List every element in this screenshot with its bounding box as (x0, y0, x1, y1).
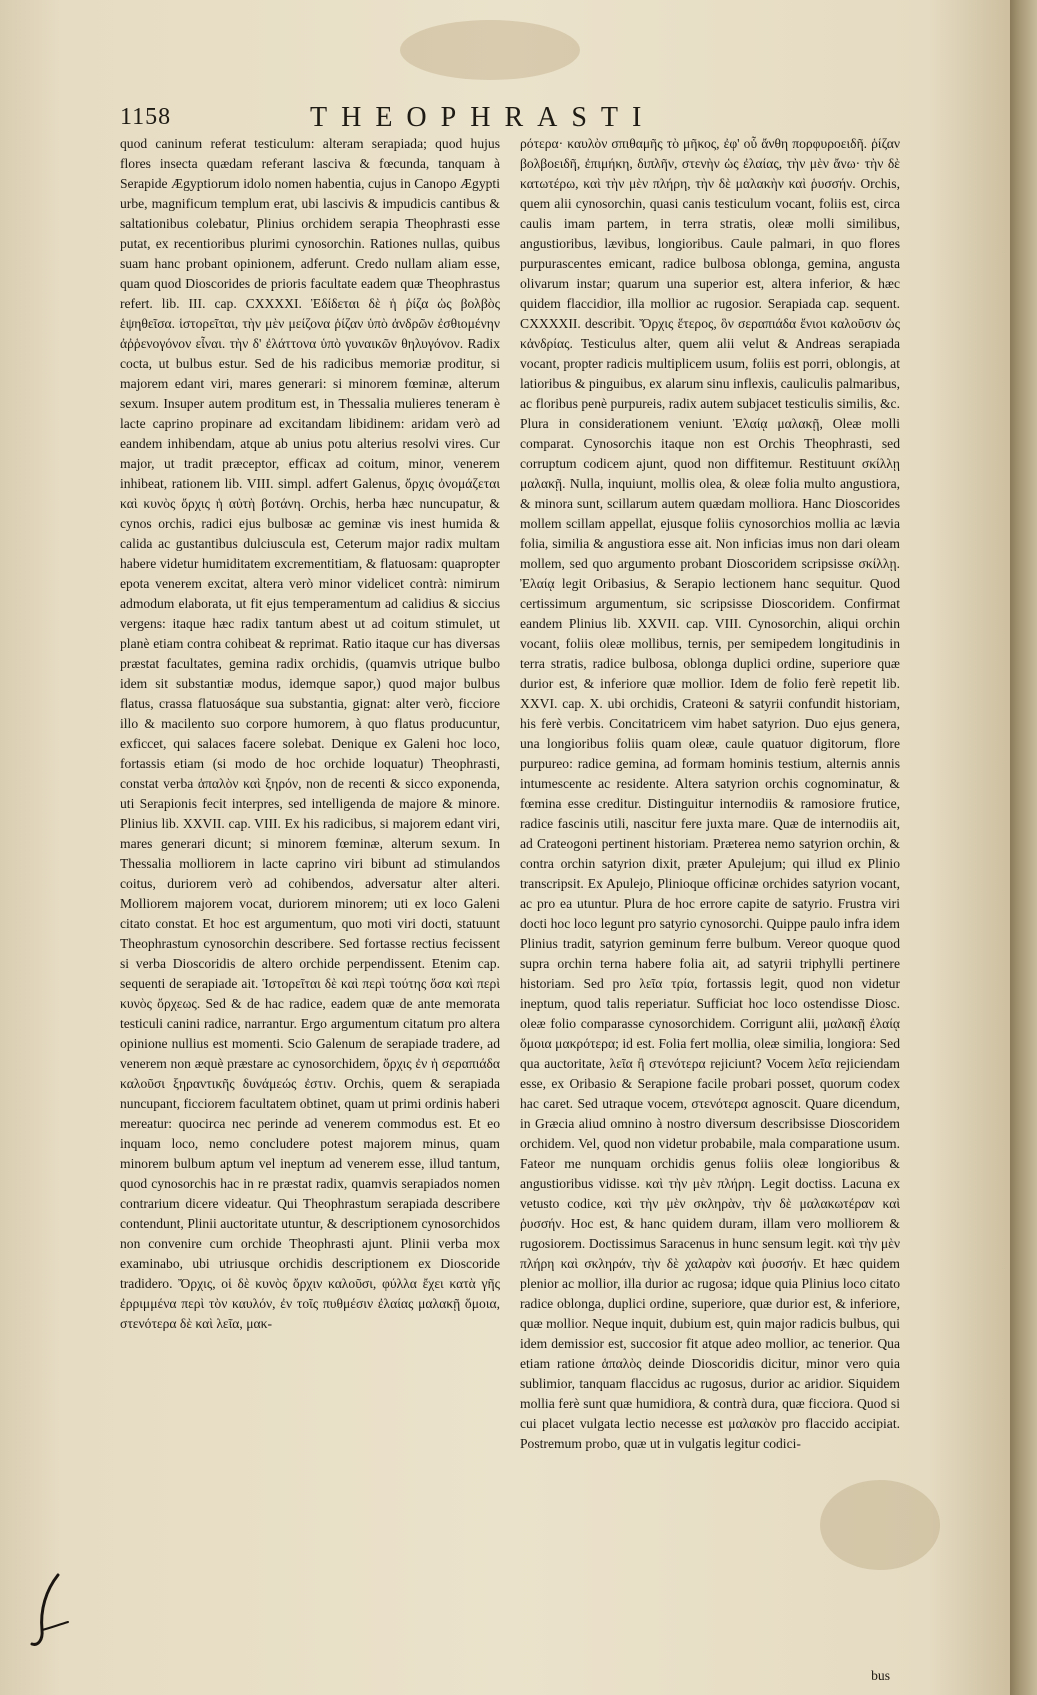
page-number: 1158 (120, 104, 172, 130)
right-column (520, 134, 900, 1454)
page-edge (1010, 0, 1037, 1695)
paper-stain (400, 20, 580, 80)
catchword: bus (871, 1668, 890, 1683)
paper-stain (820, 1480, 940, 1570)
right-column-text: ρότερα· καυλὸν σπιθαμῆς τὸ μῆκος, ἐφ' οὗ ἄνθη πορφυροειδῆ. ῥίζαν βολβοειδῆ, ἐπιμήκη, διπλῆν, στενὴν ὡς ἐλαίας, τὴν μὲν ἄνω· τὴν δὲ κατωτέρω, καὶ τὴν μὲν πλήρη, τὴν δὲ μαλακὴν καὶ ῥυσσήν. Orchis, quem alii cynosorchin, quasi canis testiculum vocant, foliis est, circa caulis imam partem, in terra stratis, oleæ molli similibus, angustioribus, lævibus, longioribus. Caule palmari, in quo flores purpurascentes emicant, radice bulbosa oblonga, gemina, angusta olivarum instar; quarum una superior est, altera inferior, & hæc quidem flaccidior, illa mollior ac rugosior. Serapiada cap. sequent. CXXXXII. describit. Ὄρχις ἕτερος, ὃν σεραπιάδα ἔνιοι καλοῦσιν ὡς κἀνδρίας. Testiculus alter, quem alii velut & Andreas serapiada vocant, propter radicis multiplicem usum, foliis est porri, oblongis, at latioribus & pinguibus, ex alarum sinu inflexis, cauliculis palmaribus, ac floribus penè purpureis, radix autem subjacet testiculis similis, &c. Plura in considerationem veniunt. Ἐλαίᾳ μαλακῇ, Oleæ molli comparat. Cynosorchis itaque non est Orchis Theophrasti, sed corruptum codicem ajunt, quod non diffitemur. Restituunt σκίλλῃ μαλακῇ. Nulla, inquiunt, mollis olea, & oleæ folia multo angustiora, & minora sunt, scillarum autem quædam molliora. Hanc Dioscorides mollem scillam appellat, ejusque foliis cynosorchios mollia ac lævia folia, similia & angustiora esse ait. Non inficias imus non dari oleam mollem, sed quo argumento probant Dioscoridem scripsisse σκίλλῃ. Ἐλαίᾳ legit Oribasius, & Serapio lectionem hanc sequitur. Quod certissimum argumentum, sic scripsisse Dioscoridem. Confirmat eandem Plinius lib. XXVII. cap. VIII. Cynosorchin, aliqui orchin vocant, foliis oleæ mollibus, ternis, per semipedem longitudinis in terra stratis, radice bulbosa, oblonga duplici ordine, superiore quæ durior est, & inferiore quæ mollior. Idem de folio ferè repetit lib. XXVI. cap. X. ubi orchidis, Crateoni & satyrii confundit historiam, his ferè verbis. Concitatricem vim habet satyrion. Duo ejus genera, una longioribus foliis quam oleæ, caule quatuor digitorum, flore purpureo: radice gemina, ad formam hominis testium, alternis annis intumescente ac residente. Altera satyrion orchis cognominatur, & fœmina esse creditur. Distinguitur internodiis & ramosiore frutice, radice fascinis utili, nascitur fere juxta mare. Quæ de internodiis ait, ad Crateogoni pertinent historiam. Præterea nemo satyrion orchin, & contra orchin satyrion dixit, præter Apulejum; qui illud ex Plinio transcripsit. Ex Apulejo, Plinioque officinæ orchides satyrion vocant, ac pro ea utuntur. Plura de hoc errore capite de satyrio. Frustra viri docti hoc loco legunt pro satyrio cynosorchi. Quippe paulo infra idem Plinius tradit, satyrion geminum ferre bulbum. Vereor quoque quod supra orchin terna habere folia ait, ad satyrii triphylli pertinere historiam. Sed pro λεῖα τρία, fortassis legit, quod non videtur ineptum, quod talis reperiatur. Sufficiat hoc loco ostendisse Diosc. oleæ folio comparasse cynosorchidem. Corrigunt alii, μαλακῇ ἐλαίᾳ ὅμοια μακρότερα; id est. Folia fert mollia, oleæ similia, longiora: Sed qua auctoritate, λεῖα ἢ στενότερα rejiciunt? Vocem λεῖα rejiciendam esse, ex Oribasio & Serapione facile probari posset, quorum codex hac caret. Sed utraque vocem, στενότερα agnoscit. Quare dicendum, in Græcia aliud omnino à nostro diversum describsisse Dioscoridem orchidem. Vel, quod non videtur probabile, mala comparatione usum. Fateor me nunquam orchidis genus foliis oleæ longioribus & angustioribus vidisse. καὶ τὴν μὲν πλήρη. Legit doctiss. Lacuna ex vetusto codice, καὶ τὴν μὲν σκληρὰν, τὴν δὲ μαλακωτέραν καὶ ῥυσσήν. Hoc est, & hanc quidem duram, illam vero molliorem & rugosiorem. Doctissimus Saracenus in hunc sensum legit. καὶ τὴν μὲν πλήρη καὶ σκληράν, τὴν δὲ χαλαρὰν καὶ ῥυσσήν. Et hæc quidem plenior ac mollior, illa durior ac rugosa; idque quia Plinius loco citato radice oblonga, duplici ordine, superiore, quæ durior est, & inferiore, quæ mollior. Neque inquit, dubium est, quin major radicis bulbus, qui idem demissior est, succosior fit atque adeo mollior, ac tenerior. Qua etiam ratione ἁπαλὸς deinde Dioscoridis dicitur, minor vero quia sublimior, tanquam flaccidus ac rugosus, durior ac aridior. Siquidem mollia ferè sunt quæ humidiora, & contrà dura, quæ ficciora. Quod si cui placet vulgata lectio necesse est μαλακὸν pro flaccido accipiat. Postremum probo, quæ ut in vulgatis legitur codici- (520, 136, 900, 1451)
left-column (120, 134, 500, 1334)
left-column-text: quod caninum referat testiculum: alteram serapiada; quod hujus flores insecta quædam referant lasciva & fœcunda, tanquam à Serapide Ægyptiorum idolo nomen habentia, cujus in Canopo Ægypti urbe, magnificum templum erat, ubi lascivis & impudicis cantibus & saltationibus colebatur, Plinius orchidem serapia Theophrasti esse putat, ex recentioribus plurimi cynosorchin. Rationes nullas, quibus suam hanc probant opinionem, adferunt. Credo nullam aliam esse, quam quod Dioscorides de prioris facultate eadem quæ Theophrastus refert. lib. III. cap. CXXXXI. Ἐδίδεται δὲ ἡ ῥίζα ὡς βολβὸς ἑψηθεῖσα. ἱστορεῖται, τὴν μὲν μείζονα ῥίζαν ὑπὸ ἀνδρῶν ἐσθιομένην ἀῤῥενογόνον εἶναι. τὴν δ' ἐλάττονα ὑπὸ γυναικῶν θηλυγόνον. Radix cocta, ut bulbus estur. Sed de his radicibus memoriæ proditur, si majorem edant viri, mares generari: si minorem fœminæ, alterum sexum. Insuper autem proditum est, in Thessalia mulieres teneram è lacte caprino propinare ad excitandam libidinem: aridam verò ad eandem inhibendam, atque ab unius potu alterius resolvi vires. Cur major, ut tradit præceptor, efficax ad coitum, minor, venerem inhibeat, rationem lib. VIII. simpl. adfert Galenus, ὄρχις ὀνομάζεται καὶ κυνὸς ὄρχις ἡ αὐτὴ βοτάνη. Orchis, herba hæc nuncupatur, & cynos orchis, radici ejus bulbosæ ac geminæ vis inest humida & calida ac gustantibus dulciuscula est, Ceterum major radix multam habere videtur humiditatem excrementitiam, & flatuosam: quapropter epota venerem excitat, altera verò minor videlicet contrà: nimirum admodum elaborata, ut fit ejus temperamentum ad calidius & siccius vergens: itaque hæc radix tantum abest ut ad coitum stimulet, ut planè etiam contra cohibeat & reprimat. Ratio itaque cur has diversas præstat facultates, gemina radix orchidis, (quamvis utrique bulbo idem sit substantiæ modus, idemque sapor,) quod major bulbus flatus, crassa flatuosáque sua substantia, gignat: alter verò, ficciore illo & macilento suo corpore humorem, à quo flatus producuntur, exficcet, qui salaces facere solebat. Denique ex Galeni hoc loco, fortassis etiam (si modo de hoc orchide loquatur) Theophrasti, constat verba ἁπαλὸν καὶ ξηρόν, non de recenti & sicco exponenda, uti Serapionis fecit interpres, sed intelligenda de majore & minore. Plinius lib. XXVII. cap. VIII. Ex his radicibus, si majorem edant viri, mares generari dicunt; si minorem fœminæ, alterum sexum. In Thessalia molliorem in lacte caprino viri bibunt ad stimulandos coitus, duriorem verò ad cohibendos, adversatur alter alteri. Molliorem majorem vocat, duriorem minorem; uti ex loco Galeni citato constat. Et hoc est argumentum, quo moti viri docti, statuunt Theophrastum cynosorchin describere. Sed fortasse rectius fecissent si verba Dioscoridis de altero orchide perpendissent. Etenim cap. sequenti de serapiade ait. Ἱστορεῖται δὲ καὶ περὶ τούτης ὅσα καὶ περὶ κυνὸς ὄρχεως. Sed & de hac radice, eadem quæ de ante memorata testiculi canini radice, narrantur. Ergo argumentum citatum pro altera opinione nullius est momenti. Scio Galenum de serapiade tradere, ad venerem non æquè præstare ac cynosorchidem, ὄρχις ἐν ἡ σεραπιάδα καλοῦσι ξηραντικῆς δυνάμεώς ἐστιν. Orchis, quem & serapiada nuncupant, ficciorem facultatem obtinet, quam ut primi ordinis haberi mereatur: quocirca nec perinde ad venerem commodus est. Et eo inquam loco, nemo concludere potest majorem minus, quam minorem bulbum aptum vel ineptum ad venerem esse, illud tantum, quod cynosorchis hac in re præstat radix, quamvis serapiados nomen contrarium dicere videatur. Qui Theophrastum serapiada describere contendunt, Plinii auctoritate utuntur, & descriptionem cynosorchidos non convenire cum orchide Theophrasti ajunt. Plinii verba mox examinabo, ubi utriusque orchidis descriptionem ex Dioscoride tradidero. Ὄρχις, οἱ δὲ κυνὸς ὄρχιν καλοῦσι, φύλλα ἔχει κατὰ γῆς ἐρριμμένα περὶ τὸν καυλόν, ἐν τοῖς πυθμέσιν ἐλαίας μαλακῇ ὅμοια, στενότερα δὲ καὶ λεῖα, μακ- (120, 136, 500, 1331)
ink-mark-icon (28, 1570, 78, 1650)
running-title: THEOPHRASTI (310, 102, 656, 133)
page-header (120, 102, 980, 134)
